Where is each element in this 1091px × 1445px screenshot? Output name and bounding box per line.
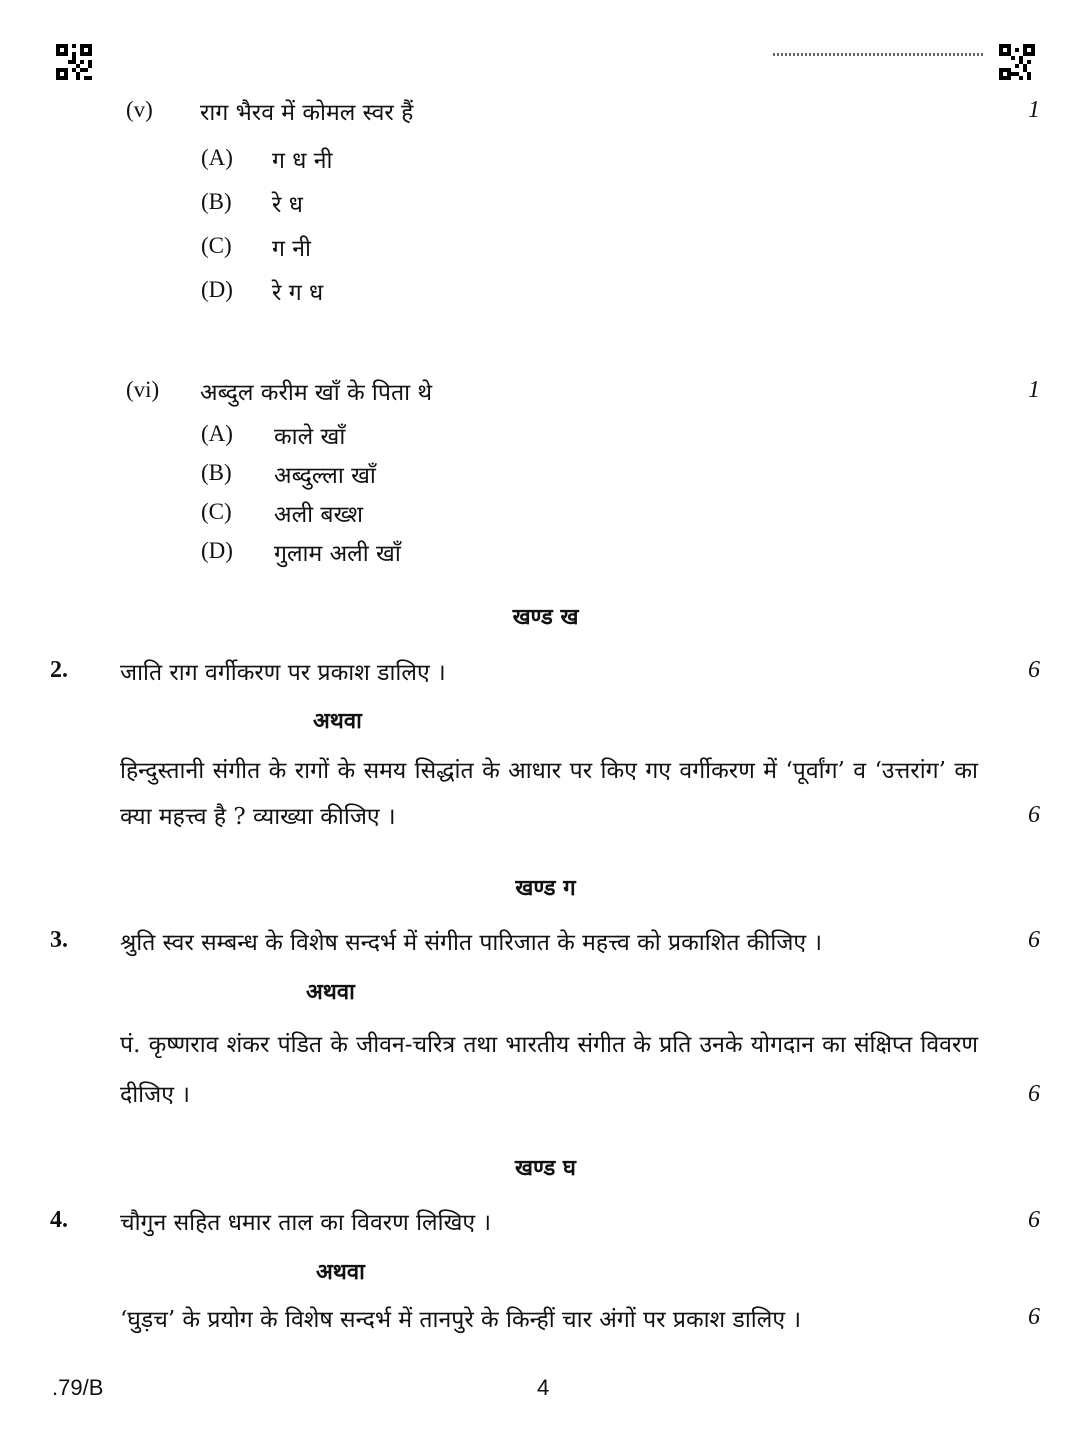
alt-question-text: ‘घुड़च’ के प्रयोग के विशेष सन्दर्भ में तानपुरे के किन्हीं चार अंगों पर प्रकाश डालिए । — [120, 1307, 802, 1333]
or-label: अथवा — [316, 1259, 365, 1285]
marks: 1 — [1028, 377, 1040, 403]
question-text: चौगुन सहित धमार ताल का विवरण लिखिए । — [120, 1210, 492, 1236]
marks: 6 — [1028, 1081, 1040, 1107]
option-label: (D) — [201, 277, 233, 302]
paper-code: .79/B — [52, 1375, 104, 1400]
option-text: ग नी — [272, 236, 311, 262]
option-text: रे ग ध — [272, 280, 324, 306]
option-label: (A) — [201, 421, 233, 446]
section-heading: खण्ड घ — [515, 1155, 576, 1181]
question-number: 2. — [50, 657, 68, 683]
marks: 6 — [1028, 1207, 1040, 1233]
or-label: अथवा — [313, 708, 362, 734]
question-text: अब्दुल करीम खाँ के पिता थे — [200, 380, 433, 406]
option-label: (B) — [201, 460, 232, 485]
option-text: अली बख्श — [274, 502, 363, 528]
option-text: अब्दुल्ला खाँ — [274, 463, 376, 489]
option-text: गुलाम अली खाँ — [274, 541, 401, 567]
barcode-strip — [773, 53, 983, 56]
question-text: श्रुति स्वर सम्बन्ध के विशेष सन्दर्भ में संगीत पारिजात के महत्त्व को प्रकाशित कीजिए । — [120, 930, 823, 956]
option-label: (B) — [201, 189, 232, 214]
option-text: रे ध — [272, 192, 303, 218]
marks: 1 — [1028, 97, 1040, 123]
option-text: ग ध नी — [272, 148, 333, 174]
marks: 6 — [1028, 657, 1040, 683]
qr-code-icon — [999, 44, 1035, 80]
page-number: 4 — [537, 1375, 550, 1400]
question-number: 3. — [50, 927, 68, 953]
question-number: 4. — [50, 1207, 68, 1233]
marks: 6 — [1028, 802, 1040, 828]
option-label: (A) — [201, 145, 233, 170]
question-text: राग भैरव में कोमल स्वर हैं — [200, 100, 414, 126]
question-label: (v) — [126, 97, 153, 122]
section-heading: खण्ड ख — [512, 604, 579, 630]
option-label: (D) — [201, 538, 233, 563]
option-label: (C) — [201, 499, 232, 524]
marks: 6 — [1028, 1304, 1040, 1330]
section-heading: खण्ड ग — [515, 875, 576, 901]
marks: 6 — [1028, 927, 1040, 953]
option-text: काले खाँ — [274, 424, 346, 450]
qr-code-icon — [56, 44, 92, 80]
alt-question-text: हिन्दुस्तानी संगीत के रागों के समय सिद्धांत के आधार पर किए गए वर्गीकरण में ‘पूर्वांग’ व ‘उत्तरांग’ का क्या महत्त्व है ? व्याख्या कीजिए । — [120, 758, 978, 830]
question-text: जाति राग वर्गीकरण पर प्रकाश डालिए । — [120, 660, 446, 686]
alt-question-text: पं. कृष्णराव शंकर पंडित के जीवन-चरित्र तथा भारतीय संगीत के प्रति उनके योगदान का संक्षिप्त विवरण दीजिए । — [120, 1032, 978, 1108]
question-label: (vi) — [126, 377, 160, 402]
option-label: (C) — [201, 233, 232, 258]
or-label: अथवा — [306, 979, 355, 1005]
